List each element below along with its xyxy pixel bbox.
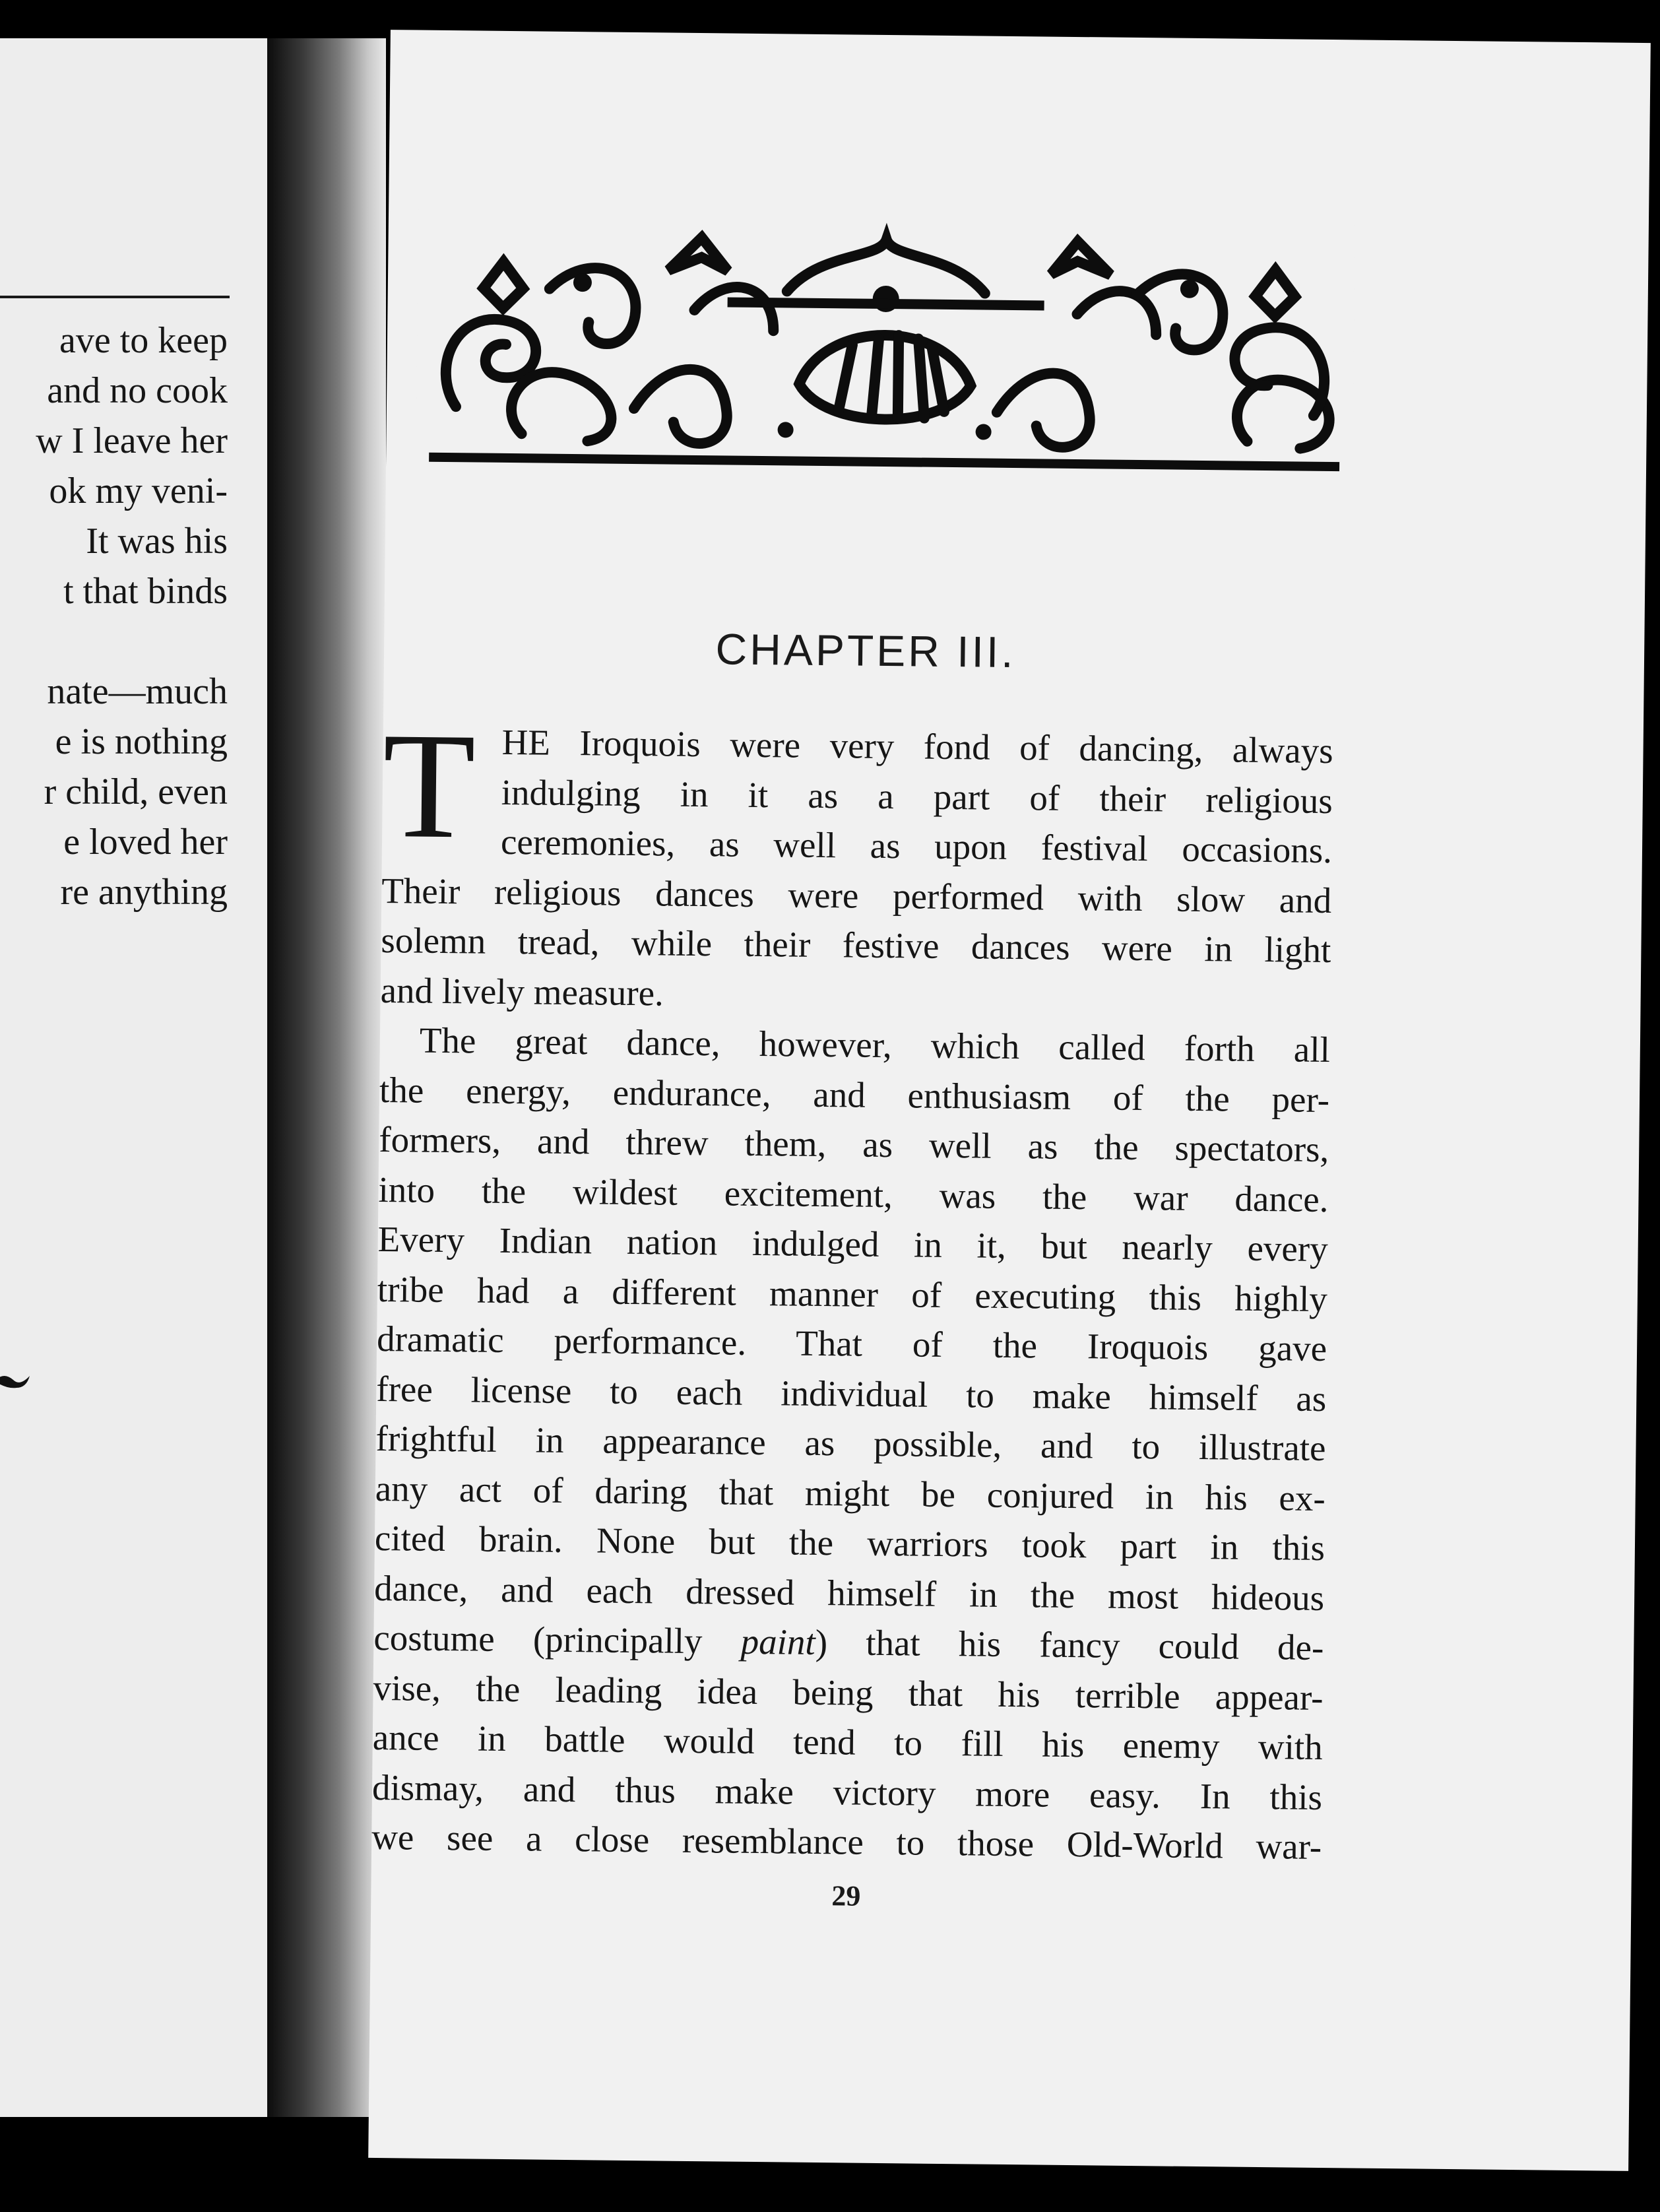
italic-word: paint	[740, 1621, 816, 1662]
text-line: tribe had a different manner of executing this highly	[377, 1268, 1328, 1319]
text-line: we see a close resemblance to those Old-World war-	[371, 1816, 1322, 1868]
text-line: indulging in it as a part of their religious	[501, 771, 1333, 821]
left-line: re anything	[60, 872, 228, 913]
left-line: It was his	[86, 521, 228, 562]
page-number: 29	[831, 1879, 861, 1912]
text-segment: ) that his fancy could de-	[815, 1621, 1324, 1668]
text-line: formers, and threw them, as well as the spectators,	[379, 1119, 1329, 1170]
text-line: Their religious dances were performed with slow and	[381, 870, 1332, 921]
header-rule	[0, 296, 230, 298]
book-gutter-shadow	[267, 38, 386, 2117]
left-line: nate—much	[47, 671, 228, 712]
text-line: frightful in appearance as possible, and to illustrate	[375, 1417, 1326, 1469]
decorative-headpiece	[416, 209, 1355, 489]
text-line: HE Iroquois were very fond of dancing, always	[501, 721, 1333, 771]
text-line: dance, and each dressed himself in the most hideous	[373, 1567, 1325, 1618]
right-page	[368, 30, 1651, 2171]
headpiece-ornament-icon	[416, 209, 1355, 489]
text-line: vise, the leading idea being that his terrible appear-	[373, 1667, 1324, 1718]
text-line: Every Indian nation indulged in it, but nearly every	[377, 1218, 1328, 1270]
chapter-title: CHAPTER III.	[715, 624, 1017, 677]
left-page	[0, 38, 269, 2117]
left-line: t that binds	[63, 571, 228, 612]
text-segment: costume (principally	[373, 1617, 742, 1662]
left-line: ok my veni-	[49, 471, 228, 511]
drop-cap: T	[381, 701, 476, 870]
left-page-text	[0, 315, 228, 917]
text-line: ance in battle would tend to fill his enemy with	[372, 1716, 1324, 1768]
text-line: any act of daring that might be conjured in his ex-	[375, 1468, 1326, 1518]
body-text	[371, 701, 1333, 1871]
text-line: free license to each individual to make himself as	[376, 1368, 1327, 1419]
text-line: solemn tread, while their festive dances were in light	[381, 920, 1331, 971]
left-line	[0, 616, 228, 667]
left-line: e is nothing	[55, 721, 228, 762]
left-line: e loved her	[63, 822, 228, 862]
text-line: into the wildest excitement, was the war dance.	[378, 1169, 1329, 1220]
left-line: r child, even	[44, 771, 228, 812]
left-line: w I leave her	[36, 420, 228, 461]
text-line: the energy, endurance, and enthusiasm of the per-	[379, 1069, 1330, 1120]
text-line: The great dance, however, which called forth all	[419, 1020, 1331, 1070]
text-line	[373, 1613, 1324, 1673]
text-line: cited brain. None but the warriors took part in this	[374, 1517, 1325, 1569]
left-line: and no cook	[47, 370, 228, 411]
ornament-icon	[0, 1368, 33, 1394]
text-line: dramatic performance. That of the Iroquois gave	[376, 1318, 1327, 1369]
left-line: ave to keep	[59, 320, 228, 361]
text-line: ceremonies, as well as upon festival occasions.	[500, 821, 1333, 871]
text-line: dismay, and thus make victory more easy. In this	[371, 1767, 1323, 1817]
text-line: and lively measure.	[380, 969, 664, 1014]
